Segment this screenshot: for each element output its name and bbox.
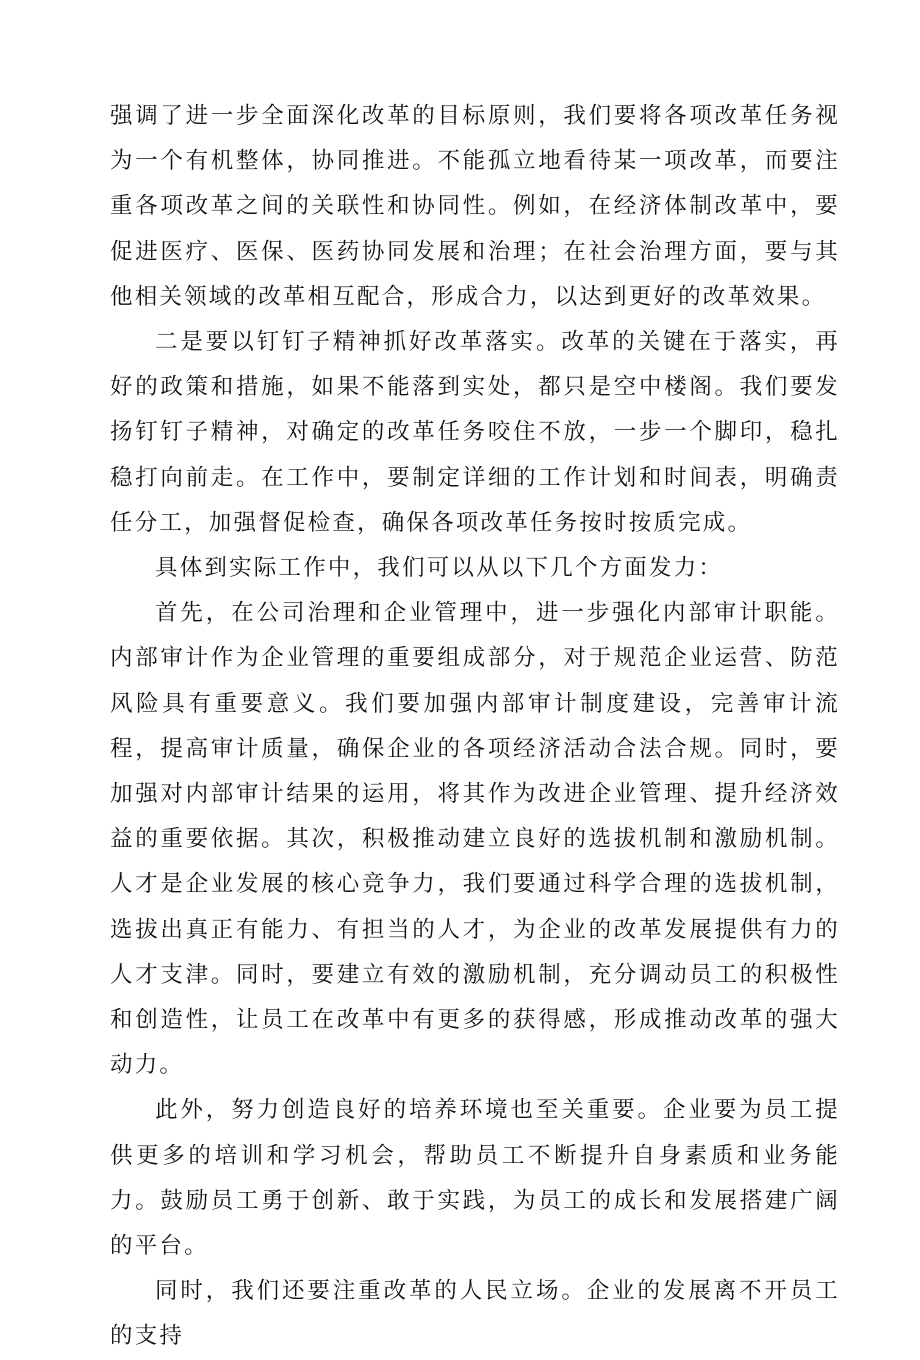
paragraph-6: 同时，我们还要注重改革的人民立场。企业的发展离不开员工的支持 bbox=[110, 1278, 840, 1350]
paragraph-2: 二是要以钉钉子精神抓好改革落实。改革的关键在于落实，再好的政策和措施，如果不能落到实处，都只是空中楼阁。我们要发扬钉钉子精神，对确定的改革任务咬住不放，一步一个脚印，稳扎稳打向前走。在工作中，要制定详细的工作计划和时间表，明确责任分工，加强督促检查，确保各项改革任务按时按质完成。 bbox=[110, 329, 840, 536]
paragraph-4: 首先，在公司治理和企业管理中，进一步强化内部审计职能。内部审计作为企业管理的重要组成部分，对于规范企业运营、防范风险具有重要意义。我们要加强内部审计制度建设，完善审计流程，提高审计质量，确保企业的各项经济活动合法合规。同时，要加强对内部审计结果的运用，将其作为改进企业管理、提升经济效益的重要依据。其次，积极推动建立良好的选拔机制和激励机制。人才是企业发展的核心竞争力，我们要通过科学合理的选拔机制，选拔出真正有能力、有担当的人才，为企业的改革发展提供有力的人才支津。同时，要建立有效的激励机制，充分调动员工的积极性和创造性，让员工在改革中有更多的获得感，形成推动改革的强大动力。 bbox=[110, 600, 840, 1079]
paragraph-1: 强调了进一步全面深化改革的目标原则，我们要将各项改革任务视为一个有机整体，协同推进。不能孤立地看待某一项改革，而要注重各项改革之间的关联性和协同性。例如，在经济体制改革中，要促进医疗、医保、医药协同发展和治理；在社会治理方面，要与其他相关领域的改革相互配合，形成合力，以达到更好的改革效果。 bbox=[110, 103, 840, 310]
document-body bbox=[110, 94, 840, 1360]
paragraph-3: 具体到实际工作中，我们可以从以下几个方面发力： bbox=[155, 555, 724, 582]
paragraph-5: 此外，努力创造良好的培养环境也至关重要。企业要为员工提供更多的培训和学习机会，帮助员工不断提升自身素质和业务能力。鼓励员工勇于创新、敢于实践，为员工的成长和发展搭建广阔的平台。 bbox=[110, 1097, 840, 1260]
